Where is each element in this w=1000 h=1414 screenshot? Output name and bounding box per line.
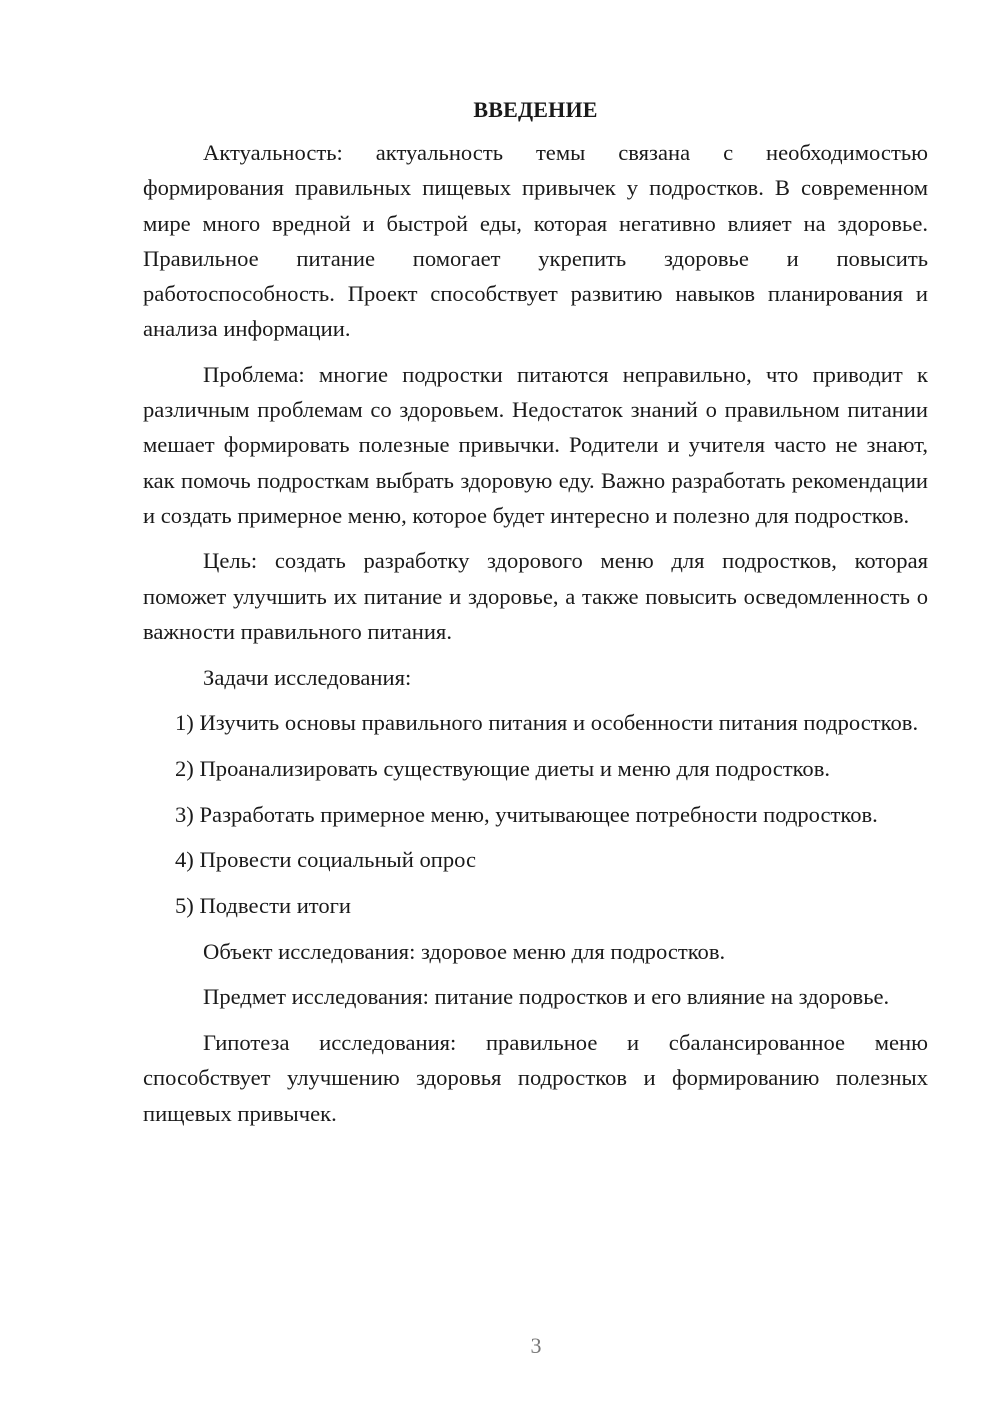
page-content [143,92,928,1141]
object-paragraph: Объект исследования: здоровое меню для подростков. [203,938,726,964]
task-item: 3) Разработать примерное меню, учитывающее потребности подростков. [175,801,878,827]
task-item: 2) Проанализировать существующие диеты и меню для подростков. [175,755,831,781]
subject-paragraph: Предмет исследования: питание подростков и его влияние на здоровье. [203,984,890,1010]
page-title: ВВЕДЕНИЕ [473,97,598,122]
task-item: 4) Провести социальный опрос [175,847,477,873]
task-item: 1) Изучить основы правильного питания и особенности питания подростков. [175,710,919,736]
page-number: 3 [530,1333,542,1358]
goal-paragraph: Цель: создать разработку здорового меню для подростков, которая поможет улучшить их питание и здоровье, а также повысить осведомленность о важности правильного питания. [143,548,928,644]
tasks-list [143,705,928,923]
hypothesis-paragraph: Гипотеза исследования: правильное и сбалансированное меню способствует улучшению здоровья подростков и формированию полезных пищевых привычек. [143,1030,928,1126]
task-item: 5) Подвести итоги [175,893,352,919]
relevance-paragraph: Актуальность: актуальность темы связана с необходимостью формирования правильных пищевых привычек у подростков. В современном мире много вредной и быстрой еды, которая негативно влияет на здоровье. Правильное питание помогает укрепить здоровье и повысить работоспособность. Проект способствует развитию навыков планирования и анализа информации. [143,140,928,342]
problem-paragraph: Проблема: многие подростки питаются неправильно, что приводит к различным проблемам со здоровьем. Недостаток знаний о правильном питании мешает формировать полезные привычки. Родители и учителя часто не знают, как помочь подросткам выбрать здоровую еду. Важно разработать рекомендации и создать примерное меню, которое будет интересно и полезно для подростков. [143,361,928,528]
tasks-heading: Задачи исследования: [203,664,412,690]
